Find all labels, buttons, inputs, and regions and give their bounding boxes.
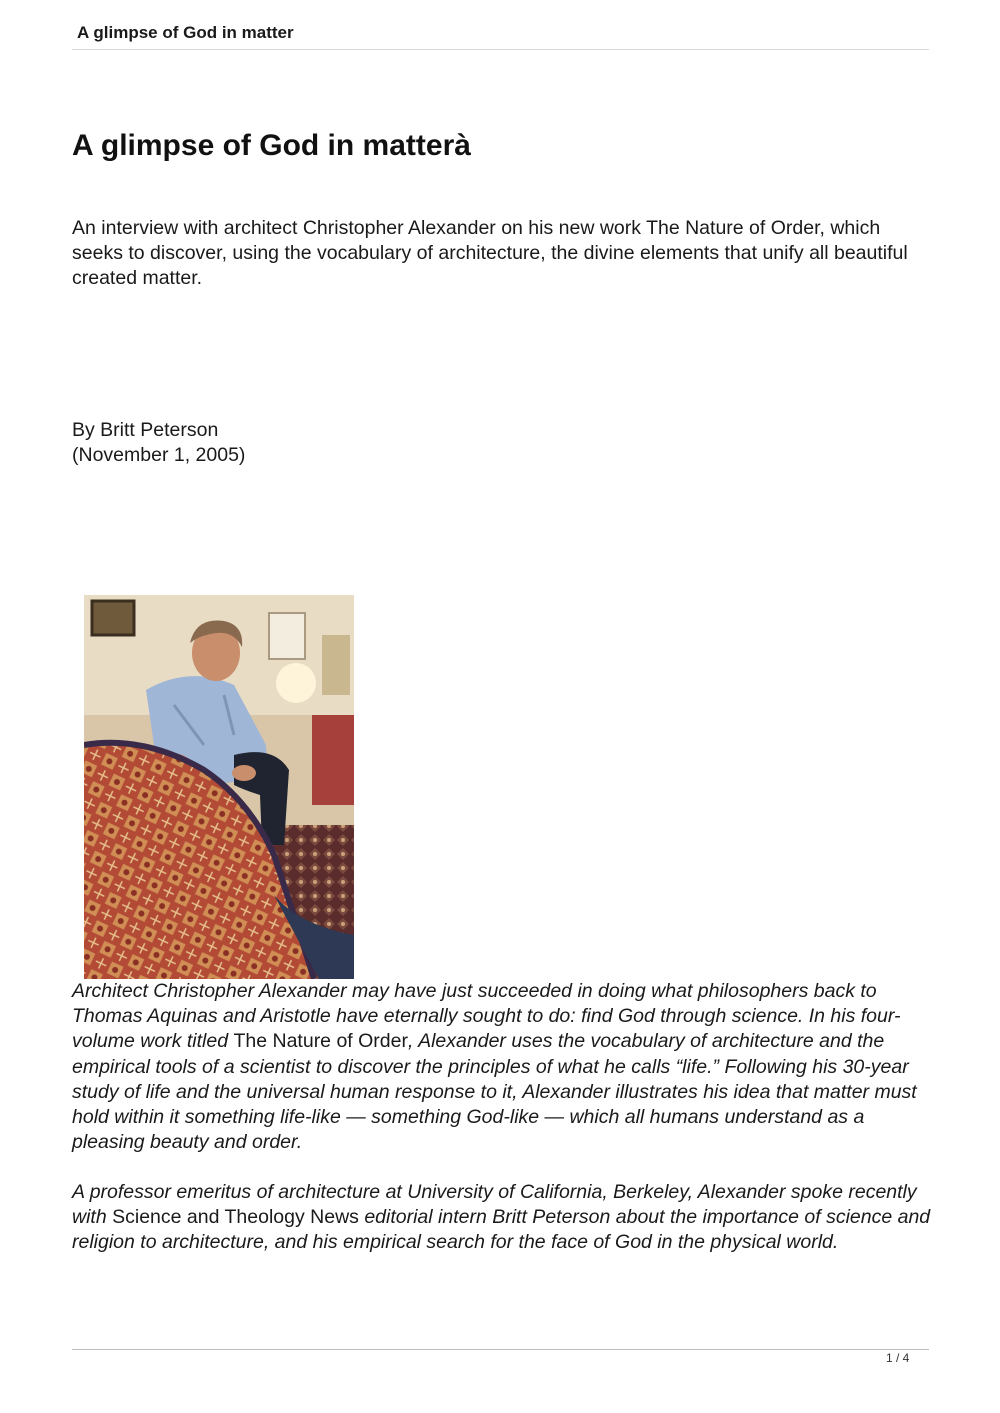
author-photo	[84, 595, 354, 979]
header-divider	[72, 49, 929, 50]
publication-date: (November 1, 2005)	[72, 444, 246, 467]
article-paragraph-2	[72, 1180, 932, 1256]
paragraph-1-text-b: , Alexander uses the vocabulary of architecture and the empirical tools of a scientist to discover the principles of what he calls “life.” Following his 30-year study of life and the universal human response to it, Alexander illustrates his idea that matter must hold within it something life-like — something God-like — which all humans understand as a pleasing beauty and order.	[72, 1030, 917, 1154]
article-intro: An interview with architect Christopher Alexander on his new work The Nature of Order, which seeks to discover, using the vocabulary of architecture, the divine elements that unify all beautiful created matter.	[72, 217, 908, 290]
byline-block	[72, 418, 245, 468]
paragraph-2-text-a: A professor emeritus of architecture at University of California, Berkeley, Alexander spoke recently with	[72, 1181, 917, 1229]
running-header-title: A glimpse of God in matter	[77, 23, 294, 42]
publication-name: Science and Theology News	[112, 1206, 359, 1229]
article-title: A glimpse of God in matterà	[72, 129, 471, 162]
page-number: 1 / 4	[886, 1351, 910, 1365]
paragraph-1-text-a: Architect Christopher Alexander may have just succeeded in doing what philosophers back to Thomas Aquinas and Aristotle have eternally sought to do: find God through science. In his four-volume work titled	[72, 980, 901, 1053]
paragraph-2-text-b: editorial intern Britt Peterson about the importance of science and religion to architecture, and his empirical search for the face of God in the physical world.	[72, 1206, 931, 1254]
author-byline: By Britt Peterson	[72, 419, 219, 441]
book-title: The Nature of Order	[233, 1030, 408, 1053]
footer-divider	[72, 1349, 929, 1350]
article-paragraph-1	[72, 979, 932, 1155]
